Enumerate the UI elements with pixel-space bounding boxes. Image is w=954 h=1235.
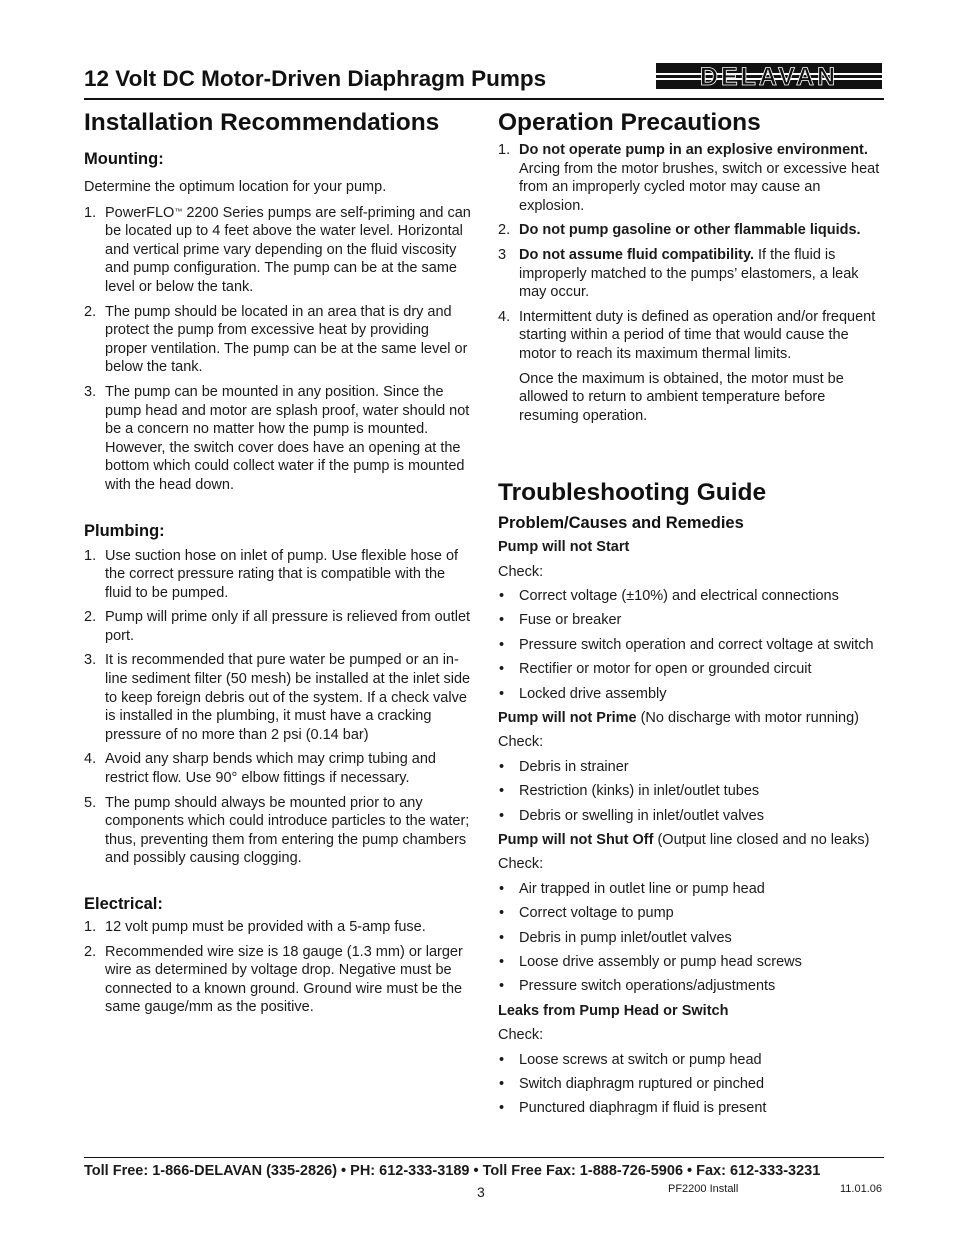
document-code: PF2200 Install (668, 1183, 739, 1195)
list-item: 1. Use suction hose on inlet of pump. Use flexible hose of the correct pressure rating that is compatible with the fluid to be pumped. (84, 547, 459, 601)
list-item: 2. The pump should be located in an area that is dry and protect the pump from excessive heat by providing proper ventilation. The pump can be at the same level or below the tank. (84, 303, 468, 376)
list-item: • Correct voltage (±10%) and electrical connections (499, 588, 839, 605)
footer-rule (84, 1157, 884, 1158)
list-item: • Rectifier or motor for open or grounded circuit (499, 661, 812, 678)
installation-column (84, 108, 472, 1023)
list-item: 2. Pump will prime only if all pressure is relieved from outlet port. (84, 609, 471, 644)
list-item: 4. Intermittent duty is defined as operation and/or frequent starting within a period of time that would cause the motor to reach its maximum thermal limits. (498, 308, 876, 362)
list-item: • Debris in strainer (499, 758, 629, 775)
problem-block (498, 831, 888, 996)
mounting-list (84, 204, 472, 495)
list-item: • Locked drive assembly (499, 685, 667, 702)
check-label: Check: (498, 734, 544, 751)
list-item: 2. Recommended wire size is 18 gauge (1.3 mm) or larger wire as determined by voltage drop. Negative must be connected to a known ground. Ground wire must be the same gauge/mm as the positive. (84, 943, 463, 1016)
list-item: 2. Do not pump gasoline or other flammable liquids. (498, 222, 861, 239)
operation-list (498, 141, 888, 364)
mounting-intro: Determine the optimum location for your pump. (84, 179, 387, 195)
problem-title: Pump will not Shut Off (Output line closed and no leaks) (498, 832, 870, 848)
problem-title: Pump will not Start (498, 539, 630, 556)
list-item: • Punctured diaphragm if fluid is present (499, 1100, 767, 1117)
list-item: • Restriction (kinks) in inlet/outlet tubes (499, 783, 760, 800)
list-item: 1. PowerFLO™ 2200 Series pumps are self-priming and can be located up to 4 feet above the water level. Horizontal and vertical prime vary depending on the fluid viscosity and pump configuration. The pump can be at the same level or below the tank. (84, 204, 471, 295)
page-number: 3 (477, 1184, 485, 1200)
electrical-heading: Electrical: (84, 895, 163, 913)
troubleshooting-subheading: Problem/Causes and Remedies (498, 514, 744, 533)
operation-heading: Operation Precautions (498, 109, 761, 136)
list-item: • Switch diaphragm ruptured or pinched (499, 1075, 765, 1092)
problem-block (498, 709, 888, 825)
check-label: Check: (498, 563, 544, 580)
problem-block (498, 1002, 888, 1118)
list-item: • Correct voltage to pump (499, 905, 674, 922)
problem-block (498, 538, 888, 703)
electrical-list (84, 918, 472, 1017)
svg-text:DELAVAN: DELAVAN (699, 63, 839, 91)
check-list (498, 758, 888, 825)
plumbing-list (84, 547, 472, 869)
document-date: 11.01.06 (839, 1183, 882, 1195)
list-item: 5. The pump should always be mounted prior to any components which could introduce particles to the water; thus, preventing them from entering the pump chambers and possibly causing clogging. (84, 794, 470, 867)
troubleshooting-heading: Troubleshooting Guide (498, 479, 767, 507)
list-item: 3 Do not assume fluid compatibility. If the fluid is improperly matched to the pumps’ elastomers, a leak may occur. (498, 246, 859, 301)
installation-heading: Installation Recommendations (84, 109, 440, 136)
list-item: • Air trapped in outlet line or pump head (499, 880, 765, 897)
check-list (498, 880, 888, 996)
trademark-symbol: ™ (174, 206, 183, 216)
plumbing-heading: Plumbing: (84, 521, 165, 540)
document-page (84, 0, 884, 1235)
list-item: • Fuse or breaker (499, 612, 622, 629)
operation-followup: Once the maximum is obtained, the motor must be allowed to return to ambient temperature before resuming operation. (519, 370, 844, 424)
list-item: • Loose screws at switch or pump head (499, 1051, 762, 1068)
list-item: 3. The pump can be mounted in any position. Since the pump head and motor are splash proof, water should not be a concern no matter how the pump is mounted. However, the switch cover does have an opening at the bottom which could collect water if the pump is mounted with the head down. (84, 383, 470, 493)
list-item: 1. 12 volt pump must be provided with a 5-amp fuse. (84, 919, 426, 935)
mounting-heading: Mounting: (84, 150, 164, 168)
header-rule (84, 98, 884, 100)
operation-column (498, 108, 888, 1124)
list-item: • Debris in pump inlet/outlet valves (499, 929, 732, 946)
check-label: Check: (498, 856, 544, 873)
problem-title: Leaks from Pump Head or Switch (498, 1002, 729, 1019)
list-item: 4. Avoid any sharp bends which may crimp tubing and restrict flow. Use 90° elbow fittings if necessary. (84, 751, 437, 787)
check-list (498, 587, 888, 703)
delavan-logo (654, 60, 884, 92)
document-title: 12 Volt DC Motor-Driven Diaphragm Pumps (84, 66, 547, 91)
list-item: • Pressure switch operation and correct voltage at switch (499, 636, 874, 653)
page-header (84, 56, 884, 100)
list-item: • Loose drive assembly or pump head screws (499, 953, 802, 970)
list-item: 1. Do not operate pump in an explosive environment. Arcing from the motor brushes, switch or excessive heat from an improperly cycled motor may cause an explosion. (498, 142, 880, 214)
list-item: 3. It is recommended that pure water be pumped or an in-line sediment filter (50 mesh) be installed at the inlet side to keep foreign debris out of the system. If a check valve is installed in the plumbing, it must have a cracking pressure of no more than 2 psi (0.14 bar) (84, 652, 471, 743)
list-item: • Pressure switch operations/adjustments (499, 978, 776, 995)
list-item: • Debris or swelling in inlet/outlet valves (499, 807, 764, 824)
check-label: Check: (498, 1027, 544, 1044)
problem-title: Pump will not Prime (No discharge with motor running) (498, 710, 860, 727)
footer-contact: Toll Free: 1-866-DELAVAN (335-2826) • PH: 612-333-3189 • Toll Free Fax: 1-888-726-5906 • Fax: 612-333-3231 (84, 1163, 821, 1179)
check-list (498, 1051, 888, 1118)
